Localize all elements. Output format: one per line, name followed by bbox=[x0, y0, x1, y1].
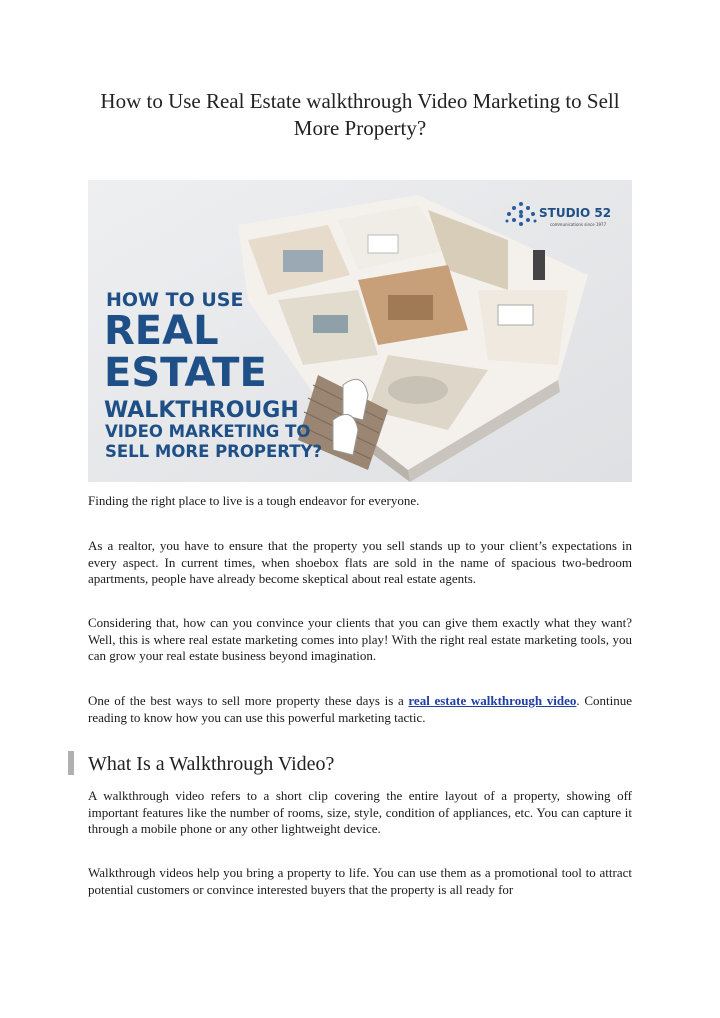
p4-before-text: One of the best ways to sell more property these days is a bbox=[88, 693, 409, 708]
title-line-1: How to Use Real Estate walkthrough Video Marketing to Sell bbox=[100, 89, 620, 113]
heading-accent-bar bbox=[68, 751, 74, 775]
hero-line-1: HOW TO USE bbox=[106, 289, 244, 311]
paragraph-realtor: As a realtor, you have to ensure that the property you sell stands up to your client’s expectations in every aspect. In current times, when shoebox flats are sold in the name of spacious two-bedroom apartments, people have already become skeptical about real estate agents. bbox=[88, 538, 632, 587]
hero-line-3: ESTATE bbox=[104, 350, 267, 396]
logo-name: STUDIO 52 bbox=[539, 206, 612, 220]
p4-after-text: . Continue reading to know how you can use this powerful marketing tactic. bbox=[88, 693, 632, 725]
title-line-2: More Property? bbox=[293, 116, 427, 140]
logo-tagline: communications since 1977 bbox=[550, 222, 607, 227]
paragraph-best-ways bbox=[88, 693, 632, 726]
hero-image bbox=[88, 180, 632, 482]
hero-line-4: WALKTHROUGH bbox=[104, 398, 299, 423]
hero-illustration bbox=[88, 180, 632, 482]
hero-line-5: VIDEO MARKETING TO bbox=[105, 422, 311, 441]
paragraph-benefits: Walkthrough videos help you bring a property to life. You can use them as a promotional tool to attract potential customers or convince interested buyers that the property is all ready for bbox=[88, 865, 632, 897]
page-title bbox=[88, 88, 632, 142]
studio52-logo bbox=[506, 202, 612, 227]
section-heading: What Is a Walkthrough Video? bbox=[88, 753, 335, 775]
walkthrough-video-link[interactable]: real estate walkthrough video bbox=[408, 693, 577, 708]
paragraph-intro: Finding the right place to live is a tough endeavor for everyone. bbox=[88, 493, 420, 508]
hero-line-6: SELL MORE PROPERTY? bbox=[105, 442, 323, 461]
paragraph-considering: Considering that, how can you convince your clients that you can give them exactly what they want? Well, this is where real estate marketing comes into play! With the right real estate marketing tools, you can grow your real estate business beyond imagination. bbox=[88, 615, 632, 664]
hero-line-2: REAL bbox=[104, 308, 219, 354]
paragraph-definition: A walkthrough video refers to a short clip covering the entire layout of a property, showing off important features like the number of rooms, size, style, condition of appliances, etc. You can capture it through a mobile phone or any other lightweight device. bbox=[88, 788, 632, 837]
